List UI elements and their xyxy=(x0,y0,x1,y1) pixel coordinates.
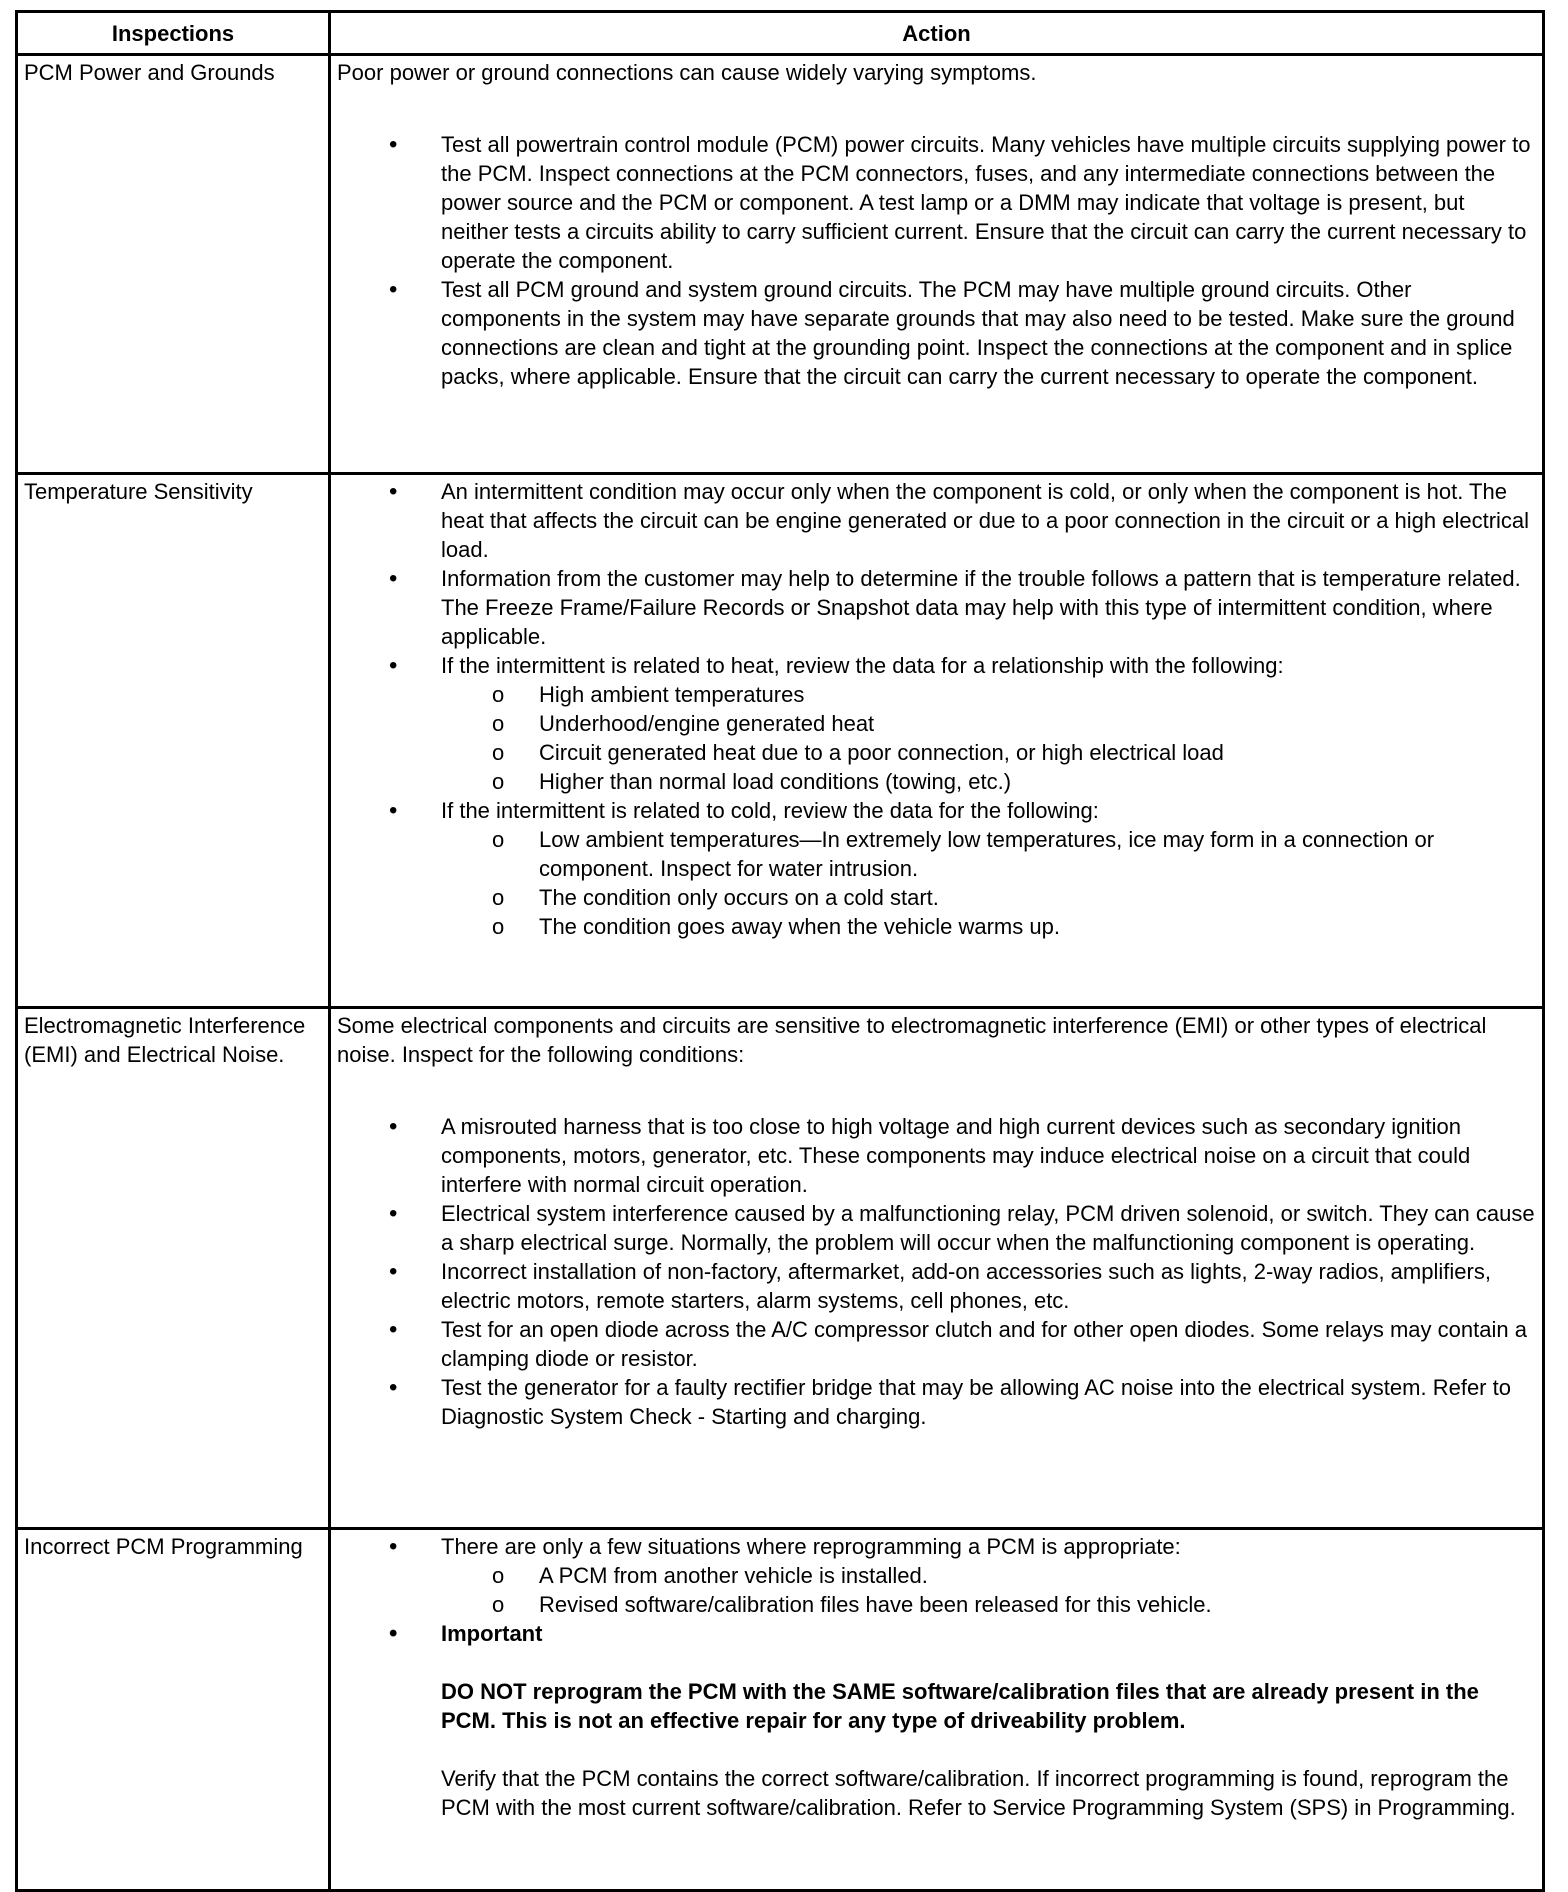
sub-list-item: o Underhood/engine generated heat xyxy=(337,709,1536,738)
bullet-list xyxy=(337,1112,1536,1431)
intro-text: Poor power or ground connections can cause widely varying symptoms. xyxy=(337,60,1037,85)
bullet-list xyxy=(337,477,1536,941)
sub-list-item: o A PCM from another vehicle is installed. xyxy=(337,1561,1536,1590)
inspection-cell: Temperature Sensitivity xyxy=(17,474,330,1008)
table-row xyxy=(17,55,1544,474)
sub-list-item: o The condition goes away when the vehicle warms up. xyxy=(337,912,1536,941)
action-cell xyxy=(330,474,1544,1008)
header-inspections: Inspections xyxy=(17,12,330,55)
table-row xyxy=(17,474,1544,1008)
intro-text: Some electrical components and circuits are sensitive to electromagnetic interference (EMI) or other types of electrical noise. Inspect for the following conditions: xyxy=(337,1013,1487,1067)
sub-list-item: o Low ambient temperatures—In extremely low temperatures, ice may form in a connection or component. Inspect for water intrusion. xyxy=(337,825,1536,883)
list-item: • Test all powertrain control module (PCM) power circuits. Many vehicles have multiple circuits supplying power to the PCM. Inspect connections at the PCM connectors, fuses, and any intermediate connections between the power source and the PCM or component. A test lamp or a DMM may indicate that voltage is present, but neither tests a circuits ability to carry sufficient current. Ensure that the circuit can carry the current necessary to operate the component. xyxy=(337,130,1536,275)
list-item: • Incorrect installation of non-factory, aftermarket, add-on accessories such as lights, 2-way radios, amplifiers, electric motors, remote starters, alarm systems, cell phones, etc. xyxy=(337,1257,1536,1315)
important-label: • Important xyxy=(337,1619,1536,1648)
inspection-cell: Electromagnetic Interference (EMI) and Electrical Noise. xyxy=(17,1008,330,1529)
action-cell xyxy=(330,1008,1544,1529)
bullet-list xyxy=(337,130,1536,391)
action-cell xyxy=(330,55,1544,474)
table-row xyxy=(17,1008,1544,1529)
list-item: • There are only a few situations where reprogramming a PCM is appropriate: xyxy=(337,1532,1536,1561)
inspection-cell: PCM Power and Grounds xyxy=(17,55,330,474)
sub-list-item: o Revised software/calibration files have been released for this vehicle. xyxy=(337,1590,1536,1619)
sub-list-item: o High ambient temperatures xyxy=(337,680,1536,709)
list-item: • A misrouted harness that is too close to high voltage and high current devices such as secondary ignition components, motors, generator, etc. These components may induce electrical noise on a circuit that could interfere with normal circuit operation. xyxy=(337,1112,1536,1199)
closing-text: Verify that the PCM contains the correct software/calibration. If incorrect programming is found, reprogram the PCM with the most current software/calibration. Refer to Service Programming System (SPS) in Programming. xyxy=(441,1766,1516,1820)
header-row xyxy=(17,12,1544,55)
list-item: • Electrical system interference caused by a malfunctioning relay, PCM driven solenoid, or switch. They can cause a sharp electrical surge. Normally, the problem will occur when the malfunctioning component is operating. xyxy=(337,1199,1536,1257)
sub-list-item: o Higher than normal load conditions (towing, etc.) xyxy=(337,767,1536,796)
header-action: Action xyxy=(330,12,1544,55)
action-cell xyxy=(330,1529,1544,1891)
list-item: • Test for an open diode across the A/C compressor clutch and for other open diodes. Some relays may contain a clamping diode or resistor. xyxy=(337,1315,1536,1373)
bullet-list xyxy=(337,1532,1536,1648)
sub-list-item: o The condition only occurs on a cold start. xyxy=(337,883,1536,912)
inspection-cell: Incorrect PCM Programming xyxy=(17,1529,330,1891)
list-item: • If the intermittent is related to cold, review the data for the following: xyxy=(337,796,1536,825)
warning-text: DO NOT reprogram the PCM with the SAME software/calibration files that are already present in the PCM. This is not an effective repair for any type of driveability problem. xyxy=(441,1679,1479,1733)
inspections-table xyxy=(15,10,1545,1892)
list-item: • Test all PCM ground and system ground circuits. The PCM may have multiple ground circuits. Other components in the system may have separate grounds that may also need to be tested. Make sure the ground connections are clean and tight at the grounding point. Inspect the connections at the component and in splice packs, where applicable. Ensure that the circuit can carry the current necessary to operate the component. xyxy=(337,275,1536,391)
sub-list-item: o Circuit generated heat due to a poor connection, or high electrical load xyxy=(337,738,1536,767)
list-item: • Test the generator for a faulty rectifier bridge that may be allowing AC noise into the electrical system. Refer to Diagnostic System Check - Starting and charging. xyxy=(337,1373,1536,1431)
list-item: • Information from the customer may help to determine if the trouble follows a pattern that is temperature related. The Freeze Frame/Failure Records or Snapshot data may help with this type of intermittent condition, where applicable. xyxy=(337,564,1536,651)
list-item: • An intermittent condition may occur only when the component is cold, or only when the component is hot. The heat that affects the circuit can be engine generated or due to a poor connection in the circuit or a high electrical load. xyxy=(337,477,1536,564)
list-item: • If the intermittent is related to heat, review the data for a relationship with the following: xyxy=(337,651,1536,680)
table-row xyxy=(17,1529,1544,1891)
